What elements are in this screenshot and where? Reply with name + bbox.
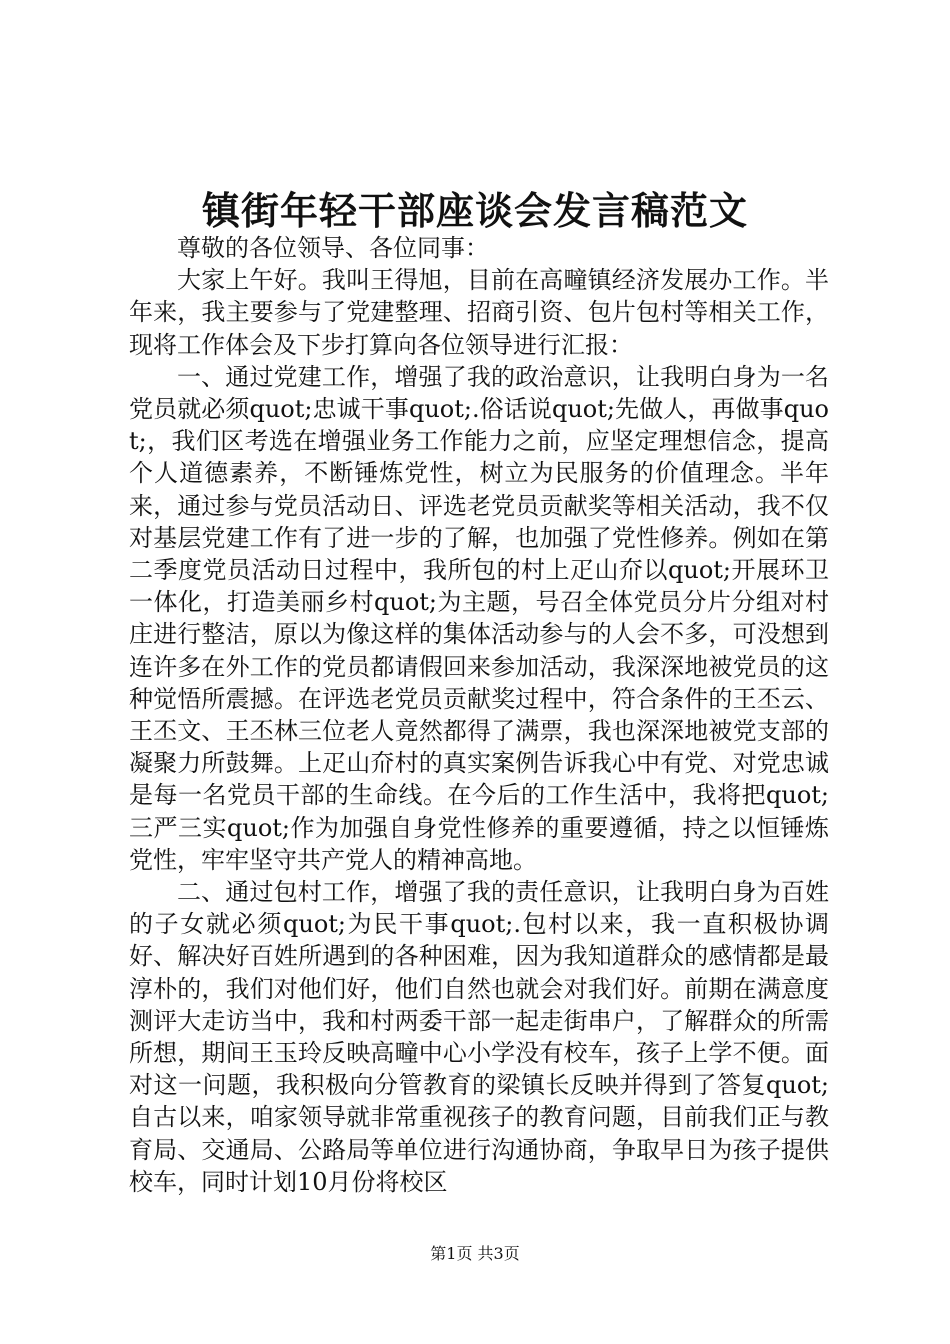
paragraph-section-1: 一、通过党建工作，增强了我的政治意识，让我明白身为一名党员就必须quot;忠诚干事quot;.俗话说quot;先做人，再做事quot;，我们区考选在增强业务工作能力之前，应坚定理想信念，提高个人道德素养，不断锤炼党性，树立为民服务的价值理念。半年来，通过参与党员活动日、评选老党员贡献奖等相关活动，我不仅对基层党建工作有了进一步的了解，也加强了党性修养。例如在第二季度党员活动日过程中，我所包的村上疋山夼以quot;开展环卫一体化，打造美丽乡村quot;为主题，号召全体党员分片分组对村庄进行整洁，原以为像这样的集体活动参与的人会不多，可没想到连许多在外工作的党员都请假回来参加活动，我深深地被党员的这种觉悟所震撼。在评选老党员贡献奖过程中，符合条件的王丕云、王丕文、王丕林三位老人竟然都得了满票，我也深深地被党支部的凝聚力所鼓舞。上疋山夼村的真实案例告诉我心中有党、对党忠诚是每一名党员干部的生命线。在今后的工作生活中，我将把quot;三严三实quot;作为加强自身党性修养的重要遵循，持之以恒锤炼党性，牢牢坚守共产党人的精神高地。 bbox=[129, 362, 829, 874]
paragraph-intro: 大家上午好。我叫王得旭，目前在高疃镇经济发展办工作。半年来，我主要参与了党建整理、招商引资、包片包村等相关工作，现将工作体会及下步打算向各位领导进行汇报： bbox=[129, 266, 829, 359]
document-title: 镇街年轻干部座谈会发言稿范文 bbox=[201, 188, 748, 233]
document-body bbox=[129, 232, 829, 1198]
paragraph-section-2: 二、通过包村工作，增强了我的责任意识，让我明白身为百姓的子女就必须quot;为民干事quot;.包村以来，我一直积极协调好、解决好百姓所遇到的各种困难，因为我知道群众的感情都是最淳朴的，我们对他们好，他们自然也就会对我们好。前期在满意度测评大走访当中，我和村两委干部一起走街串户，了解群众的所需所想，期间王玉玲反映高疃中心小学没有校车，孩子上学不便。面对这一问题，我积极向分管教育的梁镇长反映并得到了答复quot;自古以来，咱家领导就非常重视孩子的教育问题，目前我们正与教育局、交通局、公路局等单位进行沟通协商，争取早日为孩子提供校车，同时计划10月份将校区 bbox=[129, 878, 829, 1196]
salutation: 尊敬的各位领导、各位同事： bbox=[177, 234, 489, 262]
page-number: 第1页 共3页 bbox=[430, 1244, 520, 1263]
